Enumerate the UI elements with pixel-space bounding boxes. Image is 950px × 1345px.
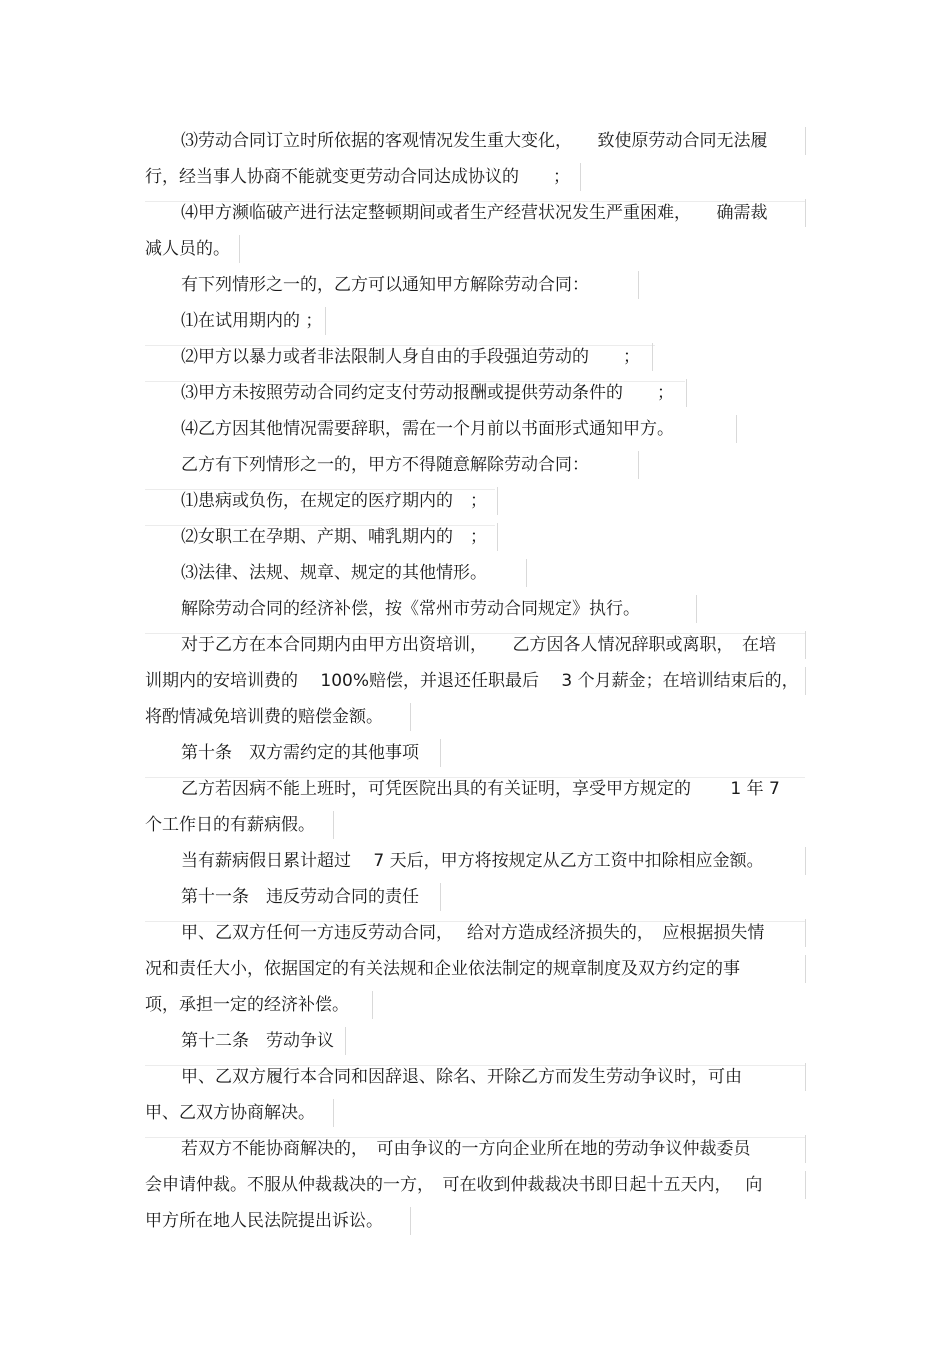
guide-tick xyxy=(333,811,334,839)
section-heading: 第十二条 劳动争议 xyxy=(181,1031,334,1051)
guide-tick xyxy=(805,1171,806,1199)
text-line: ⑷乙方因其他情况需要辞职，需在一个月前以书面形式通知甲方。 xyxy=(181,419,674,439)
text-line: 对于乙方在本合同期内由甲方出资培训， 乙方因各人情况辞职或离职， 在培 xyxy=(181,635,776,655)
guide-tick xyxy=(805,667,806,695)
text-line: 训期内的安培训费的 100%赔偿，并退还任职最后 3 个月薪金；在培训结束后的， xyxy=(145,671,799,691)
text-line: ⑵女职工在孕期、产期、哺乳期内的 ； xyxy=(181,527,487,547)
text-line: 解除劳动合同的经济补偿，按《常州市劳动合同规定》执行。 xyxy=(181,599,640,619)
guide-tick xyxy=(805,847,806,875)
text-line: 项，承担一定的经济补偿。 xyxy=(145,995,349,1015)
guide-tick xyxy=(239,235,240,263)
guide-tick xyxy=(497,523,498,551)
guide-tick xyxy=(652,343,653,371)
guide-tick xyxy=(805,631,806,659)
text-line: 减人员的。 xyxy=(145,239,230,259)
guide-tick xyxy=(805,1063,806,1091)
text-line: 会申请仲裁。不服从仲裁裁决的一方， 可在收到仲裁裁决书即日起十五天内， 向 xyxy=(145,1175,763,1195)
text-line: 甲、乙双方协商解决。 xyxy=(145,1103,315,1123)
text-line: 甲、乙双方履行本合同和因辞退、除名、开除乙方而发生劳动争议时，可由 xyxy=(181,1067,742,1087)
section-heading: 第十条 双方需约定的其他事项 xyxy=(181,743,419,763)
guide-tick xyxy=(345,1027,346,1055)
guide-tick xyxy=(410,1207,411,1235)
guide-tick xyxy=(805,1135,806,1163)
guide-tick xyxy=(805,919,806,947)
text-line: 乙方若因病不能上班时，可凭医院出具的有关证明，享受甲方规定的 1 年 7 xyxy=(181,779,780,799)
text-line: 当有薪病假日累计超过 7 天后，甲方将按规定从乙方工资中扣除相应金额。 xyxy=(181,851,764,871)
guide-tick xyxy=(440,739,441,767)
text-line: ⑴在试用期内的 ； xyxy=(181,311,323,331)
guide-tick xyxy=(526,559,527,587)
guide-tick xyxy=(410,703,411,731)
guide-tick xyxy=(805,199,806,227)
text-line: 行，经当事人协商不能就变更劳动合同达成协议的 ； xyxy=(145,167,570,187)
text-line: ⑷甲方濒临破产进行法定整顿期间或者生产经营状况发生严重困难， 确需裁 xyxy=(181,203,768,223)
guide-tick xyxy=(638,451,639,479)
text-line: 个工作日的有薪病假。 xyxy=(145,815,315,835)
guide-tick xyxy=(638,271,639,299)
text-line: 甲方所在地人民法院提出诉讼。 xyxy=(145,1211,383,1231)
text-line: 若双方不能协商解决的， 可由争议的一方向企业所在地的劳动争议仲裁委员 xyxy=(181,1139,751,1159)
text-line: ⑵甲方以暴力或者非法限制人身自由的手段强迫劳动的 ； xyxy=(181,347,640,367)
guide-tick xyxy=(497,487,498,515)
text-line: 乙方有下列情形之一的，甲方不得随意解除劳动合同： xyxy=(181,455,589,475)
guide-tick xyxy=(325,307,326,335)
text-line: ⑶法律、法规、规章、规定的其他情形。 xyxy=(181,563,487,583)
guide-tick xyxy=(440,883,441,911)
guide-tick xyxy=(686,379,687,407)
guide-tick xyxy=(333,1099,334,1127)
text-line: 有下列情形之一的，乙方可以通知甲方解除劳动合同： xyxy=(181,275,589,295)
guide-tick xyxy=(372,991,373,1019)
guide-tick xyxy=(805,955,806,983)
guide-tick xyxy=(805,127,806,155)
guide-tick xyxy=(736,415,737,443)
text-line: 甲、乙双方任何一方违反劳动合同， 给对方造成经济损失的， 应根据损失情 xyxy=(181,923,765,943)
text-line: 况和责任大小，依据国定的有关法规和企业依法制定的规章制度及双方约定的事 xyxy=(145,959,740,979)
text-line: ⑶劳动合同订立时所依据的客观情况发生重大变化， 致使原劳动合同无法履 xyxy=(181,131,768,151)
guide-tick xyxy=(580,163,581,191)
text-line: 将酌情减免培训费的赔偿金额。 xyxy=(145,707,383,727)
text-line: ⑶甲方未按照劳动合同约定支付劳动报酬或提供劳动条件的 ； xyxy=(181,383,674,403)
text-line: ⑴患病或负伤，在规定的医疗期内的 ； xyxy=(181,491,487,511)
guide-tick xyxy=(696,595,697,623)
section-heading: 第十一条 违反劳动合同的责任 xyxy=(181,887,419,907)
